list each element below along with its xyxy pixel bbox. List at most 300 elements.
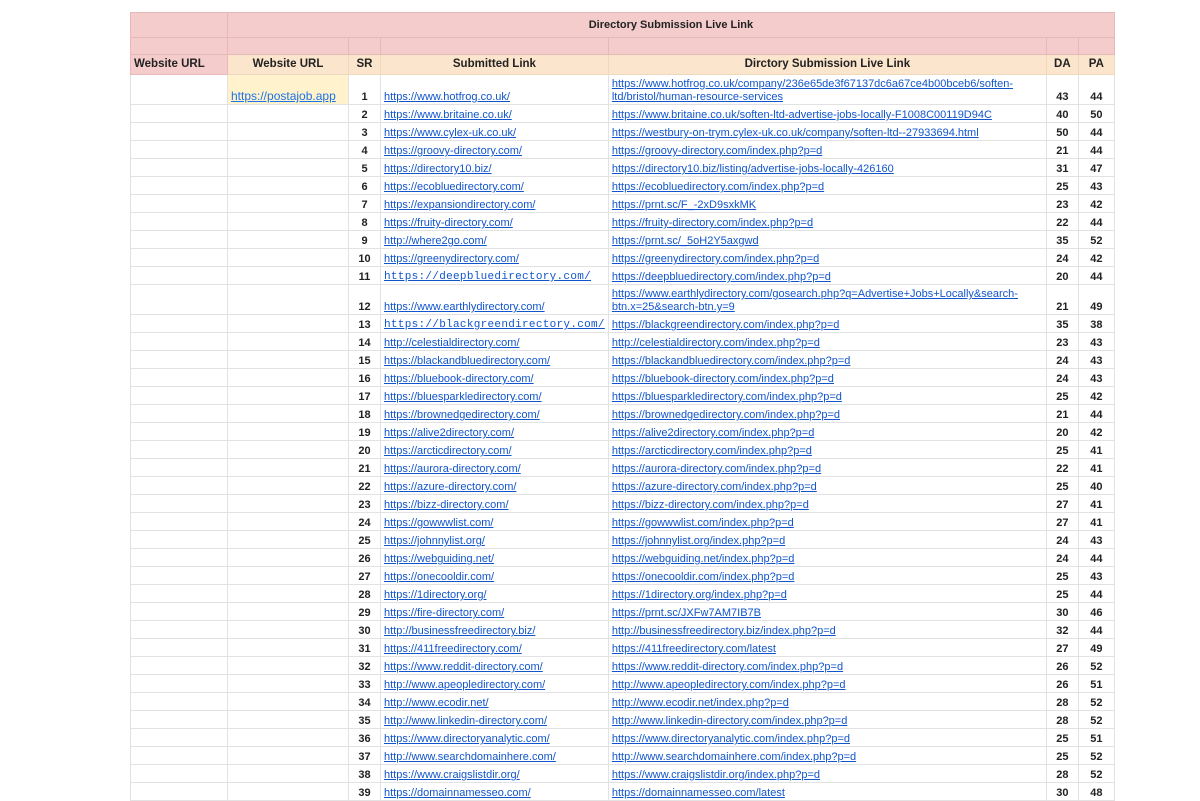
- submitted-link[interactable]: https://alive2directory.com/: [384, 427, 515, 439]
- pa-cell[interactable]: 38: [1078, 315, 1114, 333]
- pa-cell[interactable]: 49: [1078, 285, 1114, 315]
- header-pa[interactable]: PA: [1078, 55, 1114, 75]
- da-cell[interactable]: 20: [1046, 423, 1078, 441]
- website-url-a-cell[interactable]: [131, 231, 228, 249]
- submitted-link[interactable]: https://blackandbluedirectory.com/: [384, 355, 551, 367]
- live-link[interactable]: https://fruity-directory.com/index.php?p=d: [611, 217, 814, 229]
- live-link-cell[interactable]: [608, 159, 1046, 177]
- live-link-cell[interactable]: [608, 711, 1046, 729]
- live-link[interactable]: https://onecooldir.com/index.php?p=d: [611, 571, 795, 583]
- da-cell[interactable]: 28: [1046, 711, 1078, 729]
- pa-cell[interactable]: 43: [1078, 351, 1114, 369]
- website-url-b-cell[interactable]: [228, 693, 349, 711]
- submitted-link[interactable]: https://bluebook-directory.com/: [384, 373, 534, 385]
- da-cell[interactable]: 35: [1046, 315, 1078, 333]
- sr-cell[interactable]: 25: [349, 531, 381, 549]
- submitted-link[interactable]: https://directory10.biz/: [384, 163, 492, 175]
- live-link-cell[interactable]: [608, 231, 1046, 249]
- live-link-cell[interactable]: [608, 513, 1046, 531]
- website-url-b-cell[interactable]: [228, 159, 349, 177]
- pa-cell[interactable]: 41: [1078, 441, 1114, 459]
- live-link[interactable]: https://johnnylist.org/index.php?p=d: [611, 535, 786, 547]
- sr-cell[interactable]: 31: [349, 639, 381, 657]
- website-url-a-cell[interactable]: [131, 765, 228, 783]
- da-cell[interactable]: 24: [1046, 249, 1078, 267]
- submitted-link[interactable]: https://411freedirectory.com/: [384, 643, 522, 655]
- live-link[interactable]: https://1directory.org/index.php?p=d: [611, 589, 787, 601]
- submitted-link-cell[interactable]: [381, 369, 609, 387]
- pa-cell[interactable]: 44: [1078, 141, 1114, 159]
- sr-cell[interactable]: 19: [349, 423, 381, 441]
- live-link-cell[interactable]: [608, 213, 1046, 231]
- live-link-cell[interactable]: [608, 747, 1046, 765]
- da-cell[interactable]: 30: [1046, 603, 1078, 621]
- live-link[interactable]: http://celestialdirectory.com/index.php?p=d: [611, 337, 820, 349]
- submitted-link-cell[interactable]: [381, 285, 609, 315]
- pa-cell[interactable]: 44: [1078, 549, 1114, 567]
- pa-cell[interactable]: 52: [1078, 693, 1114, 711]
- website-url-b-cell[interactable]: [228, 441, 349, 459]
- live-link[interactable]: https://brownedgedirectory.com/index.php?p=d: [611, 409, 841, 421]
- pa-cell[interactable]: 42: [1078, 423, 1114, 441]
- sr-cell[interactable]: 6: [349, 177, 381, 195]
- website-url-b-cell[interactable]: [228, 639, 349, 657]
- title-spacer-cell[interactable]: [131, 13, 228, 38]
- submitted-link-cell[interactable]: [381, 333, 609, 351]
- website-url-b-cell[interactable]: [228, 747, 349, 765]
- website-url-a-cell[interactable]: [131, 177, 228, 195]
- pa-cell[interactable]: 47: [1078, 159, 1114, 177]
- website-url-a-cell[interactable]: [131, 159, 228, 177]
- da-cell[interactable]: 31: [1046, 159, 1078, 177]
- live-link-cell[interactable]: [608, 369, 1046, 387]
- live-link[interactable]: https://deepbluedirectory.com/index.php?p=d: [611, 271, 831, 283]
- live-link-cell[interactable]: [608, 477, 1046, 495]
- live-link-cell[interactable]: [608, 177, 1046, 195]
- submitted-link-cell[interactable]: [381, 213, 609, 231]
- live-link-cell[interactable]: [608, 639, 1046, 657]
- live-link[interactable]: https://www.earthlydirectory.com/gosearch.php?q=Advertise+Jobs+Locally&search-btn.x=25&search-btn.y=9: [611, 288, 1018, 313]
- sr-cell[interactable]: 27: [349, 567, 381, 585]
- website-url-a-cell[interactable]: [131, 549, 228, 567]
- live-link[interactable]: https://webguiding.net/index.php?p=d: [611, 553, 795, 565]
- pa-cell[interactable]: 43: [1078, 333, 1114, 351]
- blank-cell[interactable]: [608, 38, 1046, 55]
- submitted-link[interactable]: https://groovy-directory.com/: [384, 145, 522, 157]
- website-url-a-cell[interactable]: [131, 267, 228, 285]
- submitted-link-cell[interactable]: [381, 783, 609, 801]
- pa-cell[interactable]: 52: [1078, 765, 1114, 783]
- website-url-b-cell[interactable]: [228, 315, 349, 333]
- sr-cell[interactable]: 36: [349, 729, 381, 747]
- sr-cell[interactable]: 21: [349, 459, 381, 477]
- da-cell[interactable]: 43: [1046, 75, 1078, 105]
- website-url-a-cell[interactable]: [131, 585, 228, 603]
- website-url-b-cell[interactable]: [228, 369, 349, 387]
- pa-cell[interactable]: 43: [1078, 177, 1114, 195]
- live-link[interactable]: http://www.apeopledirectory.com/index.php?p=d: [611, 679, 846, 691]
- sr-cell[interactable]: 18: [349, 405, 381, 423]
- live-link-cell[interactable]: [608, 405, 1046, 423]
- pa-cell[interactable]: 40: [1078, 477, 1114, 495]
- da-cell[interactable]: 23: [1046, 195, 1078, 213]
- website-url-b-cell[interactable]: [228, 423, 349, 441]
- website-url-b-cell[interactable]: [228, 513, 349, 531]
- pa-cell[interactable]: 46: [1078, 603, 1114, 621]
- live-link-cell[interactable]: [608, 387, 1046, 405]
- pa-cell[interactable]: 44: [1078, 123, 1114, 141]
- live-link-cell[interactable]: [608, 729, 1046, 747]
- live-link[interactable]: http://www.searchdomainhere.com/index.php?p=d: [611, 751, 857, 763]
- sr-cell[interactable]: 34: [349, 693, 381, 711]
- pa-cell[interactable]: 51: [1078, 729, 1114, 747]
- sr-cell[interactable]: 22: [349, 477, 381, 495]
- sr-cell[interactable]: 13: [349, 315, 381, 333]
- website-url-b-cell[interactable]: [228, 351, 349, 369]
- website-url-b-cell[interactable]: [228, 177, 349, 195]
- sr-cell[interactable]: 38: [349, 765, 381, 783]
- da-cell[interactable]: 26: [1046, 657, 1078, 675]
- submitted-link[interactable]: http://where2go.com/: [384, 235, 487, 247]
- submitted-link-cell[interactable]: [381, 387, 609, 405]
- da-cell[interactable]: 26: [1046, 675, 1078, 693]
- pa-cell[interactable]: 50: [1078, 105, 1114, 123]
- website-url-a-cell[interactable]: [131, 783, 228, 801]
- live-link-cell[interactable]: [608, 105, 1046, 123]
- sr-cell[interactable]: 35: [349, 711, 381, 729]
- sr-cell[interactable]: 11: [349, 267, 381, 285]
- live-link[interactable]: https://westbury-on-trym.cylex-uk.co.uk/company/soften-ltd--27933694.html: [611, 127, 979, 139]
- submitted-link[interactable]: https://ecobluedirectory.com/: [384, 181, 524, 193]
- website-url-b-cell[interactable]: [228, 231, 349, 249]
- pa-cell[interactable]: 42: [1078, 249, 1114, 267]
- website-url-b-cell[interactable]: [228, 195, 349, 213]
- live-link[interactable]: https://prnt.sc/F_-2xD9sxkMK: [611, 199, 757, 211]
- live-link[interactable]: https://www.britaine.co.uk/soften-ltd-advertise-jobs-locally-F1008C00119D94C: [611, 109, 992, 121]
- website-url-b-cell[interactable]: [228, 267, 349, 285]
- website-url-a-cell[interactable]: [131, 195, 228, 213]
- website-url-b-cell[interactable]: [228, 105, 349, 123]
- website-url-b-cell[interactable]: [228, 333, 349, 351]
- website-url-a-cell[interactable]: [131, 495, 228, 513]
- live-link[interactable]: https://greenydirectory.com/index.php?p=d: [611, 253, 820, 265]
- da-cell[interactable]: 20: [1046, 267, 1078, 285]
- submitted-link-cell[interactable]: [381, 477, 609, 495]
- blank-cell[interactable]: [381, 38, 609, 55]
- pa-cell[interactable]: 52: [1078, 747, 1114, 765]
- submitted-link-cell[interactable]: [381, 765, 609, 783]
- submitted-link[interactable]: https://greenydirectory.com/: [384, 253, 519, 265]
- sr-cell[interactable]: 30: [349, 621, 381, 639]
- submitted-link-cell[interactable]: [381, 711, 609, 729]
- da-cell[interactable]: 27: [1046, 495, 1078, 513]
- submitted-link-cell[interactable]: [381, 639, 609, 657]
- website-url-a-cell[interactable]: [131, 567, 228, 585]
- live-link-cell[interactable]: [608, 285, 1046, 315]
- website-url-a-cell[interactable]: [131, 249, 228, 267]
- live-link[interactable]: https://bluesparkledirectory.com/index.php?p=d: [611, 391, 842, 403]
- submitted-link-cell[interactable]: [381, 315, 609, 333]
- submitted-link[interactable]: https://fire-directory.com/: [384, 607, 505, 619]
- website-url-a-cell[interactable]: [131, 477, 228, 495]
- pa-cell[interactable]: 41: [1078, 513, 1114, 531]
- da-cell[interactable]: 22: [1046, 213, 1078, 231]
- website-url-a-cell[interactable]: [131, 729, 228, 747]
- live-link-cell[interactable]: [608, 75, 1046, 105]
- da-cell[interactable]: 32: [1046, 621, 1078, 639]
- submitted-link-cell[interactable]: [381, 675, 609, 693]
- website-url-b-cell[interactable]: [228, 783, 349, 801]
- submitted-link[interactable]: https://domainnamesseo.com/: [384, 787, 531, 799]
- da-cell[interactable]: 40: [1046, 105, 1078, 123]
- da-cell[interactable]: 25: [1046, 585, 1078, 603]
- submitted-link[interactable]: https://www.directoryanalytic.com/: [384, 733, 550, 745]
- live-link[interactable]: https://gowwwlist.com/index.php?p=d: [611, 517, 794, 529]
- da-cell[interactable]: 28: [1046, 765, 1078, 783]
- website-url-a-cell[interactable]: [131, 387, 228, 405]
- live-link-cell[interactable]: [608, 441, 1046, 459]
- website-url-b-cell[interactable]: [228, 285, 349, 315]
- live-link[interactable]: https://bluebook-directory.com/index.php?p=d: [611, 373, 834, 385]
- da-cell[interactable]: 25: [1046, 477, 1078, 495]
- sr-cell[interactable]: 3: [349, 123, 381, 141]
- pa-cell[interactable]: 41: [1078, 495, 1114, 513]
- header-live-link[interactable]: Dirctory Submission Live Link: [608, 55, 1046, 75]
- pa-cell[interactable]: 49: [1078, 639, 1114, 657]
- pa-cell[interactable]: 52: [1078, 657, 1114, 675]
- pa-cell[interactable]: 48: [1078, 783, 1114, 801]
- website-url-a-cell[interactable]: [131, 513, 228, 531]
- pa-cell[interactable]: 43: [1078, 369, 1114, 387]
- submitted-link-cell[interactable]: [381, 513, 609, 531]
- sr-cell[interactable]: 2: [349, 105, 381, 123]
- da-cell[interactable]: 23: [1046, 333, 1078, 351]
- submitted-link[interactable]: http://www.searchdomainhere.com/: [384, 751, 556, 763]
- website-url-a-cell[interactable]: [131, 351, 228, 369]
- live-link-cell[interactable]: [608, 765, 1046, 783]
- sr-cell[interactable]: 5: [349, 159, 381, 177]
- da-cell[interactable]: 50: [1046, 123, 1078, 141]
- submitted-link[interactable]: https://www.craigslistdir.org/: [384, 769, 520, 781]
- sr-cell[interactable]: 23: [349, 495, 381, 513]
- sr-cell[interactable]: 15: [349, 351, 381, 369]
- live-link-cell[interactable]: [608, 459, 1046, 477]
- pa-cell[interactable]: 52: [1078, 711, 1114, 729]
- submitted-link-cell[interactable]: [381, 549, 609, 567]
- submitted-link-cell[interactable]: [381, 441, 609, 459]
- website-url-a-cell[interactable]: [131, 693, 228, 711]
- website-url-b-cell[interactable]: [228, 141, 349, 159]
- header-website-url-a[interactable]: Website URL: [131, 55, 228, 75]
- live-link-cell[interactable]: [608, 675, 1046, 693]
- website-url-a-cell[interactable]: [131, 141, 228, 159]
- live-link-cell[interactable]: [608, 693, 1046, 711]
- sr-cell[interactable]: 26: [349, 549, 381, 567]
- website-url-b-cell[interactable]: [228, 765, 349, 783]
- live-link-cell[interactable]: [608, 585, 1046, 603]
- website-url-a-cell[interactable]: [131, 441, 228, 459]
- website-url-a-cell[interactable]: [131, 657, 228, 675]
- submitted-link-cell[interactable]: [381, 123, 609, 141]
- website-url-b-cell[interactable]: [228, 249, 349, 267]
- live-link[interactable]: https://blackandbluedirectory.com/index.php?p=d: [611, 355, 851, 367]
- submitted-link-cell[interactable]: [381, 531, 609, 549]
- submitted-link-cell[interactable]: [381, 495, 609, 513]
- pa-cell[interactable]: 43: [1078, 531, 1114, 549]
- submitted-link[interactable]: https://www.cylex-uk.co.uk/: [384, 127, 517, 139]
- submitted-link[interactable]: https://onecooldir.com/: [384, 571, 495, 583]
- website-url-a-cell[interactable]: [131, 675, 228, 693]
- live-link[interactable]: https://blackgreendirectory.com/index.php?p=d: [611, 319, 840, 331]
- sr-cell[interactable]: 33: [349, 675, 381, 693]
- live-link-cell[interactable]: [608, 531, 1046, 549]
- da-cell[interactable]: 21: [1046, 141, 1078, 159]
- da-cell[interactable]: 24: [1046, 531, 1078, 549]
- submitted-link-cell[interactable]: [381, 159, 609, 177]
- live-link[interactable]: https://www.reddit-directory.com/index.php?p=d: [611, 661, 844, 673]
- submitted-link-cell[interactable]: [381, 231, 609, 249]
- website-url-b-cell[interactable]: [228, 567, 349, 585]
- da-cell[interactable]: 24: [1046, 351, 1078, 369]
- submitted-link-cell[interactable]: [381, 249, 609, 267]
- submitted-link-cell[interactable]: [381, 195, 609, 213]
- website-url-b-cell[interactable]: [228, 675, 349, 693]
- submitted-link[interactable]: https://expansiondirectory.com/: [384, 199, 536, 211]
- live-link[interactable]: https://bizz-directory.com/index.php?p=d: [611, 499, 809, 511]
- live-link-cell[interactable]: [608, 657, 1046, 675]
- website-url-a-cell[interactable]: [131, 333, 228, 351]
- website-url-b-cell[interactable]: [228, 657, 349, 675]
- website-url-a-cell[interactable]: [131, 369, 228, 387]
- da-cell[interactable]: 21: [1046, 285, 1078, 315]
- submitted-link-cell[interactable]: [381, 585, 609, 603]
- website-url-a-cell[interactable]: [131, 711, 228, 729]
- website-url-b-cell[interactable]: [228, 405, 349, 423]
- website-url-b-cell[interactable]: [228, 213, 349, 231]
- submitted-link-cell[interactable]: [381, 747, 609, 765]
- website-url-a-cell[interactable]: [131, 531, 228, 549]
- pa-cell[interactable]: 52: [1078, 231, 1114, 249]
- sr-cell[interactable]: 29: [349, 603, 381, 621]
- submitted-link-cell[interactable]: [381, 351, 609, 369]
- da-cell[interactable]: 27: [1046, 639, 1078, 657]
- website-url-b-cell[interactable]: [228, 603, 349, 621]
- submitted-link[interactable]: https://www.hotfrog.co.uk/: [384, 91, 510, 103]
- da-cell[interactable]: 35: [1046, 231, 1078, 249]
- sr-cell[interactable]: 12: [349, 285, 381, 315]
- sr-cell[interactable]: 4: [349, 141, 381, 159]
- live-link-cell[interactable]: [608, 315, 1046, 333]
- website-url-b-cell[interactable]: [228, 711, 349, 729]
- website-url-b-cell[interactable]: [228, 123, 349, 141]
- blank-cell[interactable]: [131, 38, 228, 55]
- pa-cell[interactable]: 42: [1078, 195, 1114, 213]
- submitted-link-cell[interactable]: [381, 177, 609, 195]
- sr-cell[interactable]: 20: [349, 441, 381, 459]
- sr-cell[interactable]: 1: [349, 75, 381, 105]
- live-link-cell[interactable]: [608, 351, 1046, 369]
- website-url-a-cell[interactable]: [131, 285, 228, 315]
- live-link-cell[interactable]: [608, 423, 1046, 441]
- header-submitted-link[interactable]: Submitted Link: [381, 55, 609, 75]
- sr-cell[interactable]: 37: [349, 747, 381, 765]
- website-url-a-cell[interactable]: [131, 639, 228, 657]
- da-cell[interactable]: 24: [1046, 369, 1078, 387]
- live-link[interactable]: https://groovy-directory.com/index.php?p=d: [611, 145, 823, 157]
- da-cell[interactable]: 25: [1046, 747, 1078, 765]
- pa-cell[interactable]: 43: [1078, 567, 1114, 585]
- live-link-cell[interactable]: [608, 495, 1046, 513]
- website-url-b-cell[interactable]: [228, 621, 349, 639]
- da-cell[interactable]: 25: [1046, 441, 1078, 459]
- submitted-link-cell[interactable]: [381, 423, 609, 441]
- live-link[interactable]: https://ecobluedirectory.com/index.php?p=d: [611, 181, 825, 193]
- submitted-link-cell[interactable]: [381, 141, 609, 159]
- submitted-link[interactable]: https://www.earthlydirectory.com/: [384, 301, 545, 313]
- sr-cell[interactable]: 10: [349, 249, 381, 267]
- website-url-a-cell[interactable]: [131, 105, 228, 123]
- live-link-cell[interactable]: [608, 123, 1046, 141]
- submitted-link[interactable]: https://gowwwlist.com/: [384, 517, 494, 529]
- website-url-a-cell[interactable]: [131, 75, 228, 105]
- live-link[interactable]: https://www.directoryanalytic.com/index.php?p=d: [611, 733, 850, 745]
- submitted-link[interactable]: https://arcticdirectory.com/: [384, 445, 512, 457]
- submitted-link-cell[interactable]: [381, 459, 609, 477]
- sr-cell[interactable]: 7: [349, 195, 381, 213]
- sr-cell[interactable]: 14: [349, 333, 381, 351]
- submitted-link[interactable]: https://bluesparkledirectory.com/: [384, 391, 542, 403]
- submitted-link-cell[interactable]: [381, 567, 609, 585]
- live-link[interactable]: https://411freedirectory.com/latest: [611, 643, 776, 655]
- website-url-a-cell[interactable]: [131, 405, 228, 423]
- website-url-a-cell[interactable]: [131, 603, 228, 621]
- live-link[interactable]: https://alive2directory.com/index.php?p=d: [611, 427, 815, 439]
- website-url-b-cell[interactable]: [228, 585, 349, 603]
- da-cell[interactable]: 27: [1046, 513, 1078, 531]
- live-link[interactable]: https://aurora-directory.com/index.php?p=d: [611, 463, 822, 475]
- website-url-a-cell[interactable]: [131, 459, 228, 477]
- pa-cell[interactable]: 44: [1078, 213, 1114, 231]
- blank-cell[interactable]: [1078, 38, 1114, 55]
- pa-cell[interactable]: 44: [1078, 405, 1114, 423]
- pa-cell[interactable]: 44: [1078, 75, 1114, 105]
- live-link[interactable]: https://www.hotfrog.co.uk/company/236e65de3f67137dc6a67ce4b00bceb6/soften-ltd/bristol/human-resource-services: [611, 78, 1014, 103]
- sr-cell[interactable]: 9: [349, 231, 381, 249]
- live-link-cell[interactable]: [608, 621, 1046, 639]
- da-cell[interactable]: 25: [1046, 387, 1078, 405]
- sr-cell[interactable]: 32: [349, 657, 381, 675]
- live-link[interactable]: https://directory10.biz/listing/advertise-jobs-locally-426160: [611, 163, 894, 175]
- live-link[interactable]: https://domainnamesseo.com/latest: [611, 787, 785, 799]
- pa-cell[interactable]: 44: [1078, 267, 1114, 285]
- live-link-cell[interactable]: [608, 195, 1046, 213]
- live-link[interactable]: https://www.craigslistdir.org/index.php?p=d: [611, 769, 821, 781]
- submitted-link-cell[interactable]: [381, 405, 609, 423]
- da-cell[interactable]: 22: [1046, 459, 1078, 477]
- website-url-b-cell[interactable]: [228, 531, 349, 549]
- live-link[interactable]: https://arcticdirectory.com/index.php?p=d: [611, 445, 812, 457]
- website-url-a-cell[interactable]: [131, 123, 228, 141]
- pa-cell[interactable]: 41: [1078, 459, 1114, 477]
- website-url-b-cell[interactable]: [228, 75, 349, 105]
- live-link-cell[interactable]: [608, 267, 1046, 285]
- sr-cell[interactable]: 39: [349, 783, 381, 801]
- website-url-a-cell[interactable]: [131, 213, 228, 231]
- submitted-link[interactable]: http://celestialdirectory.com/: [384, 337, 520, 349]
- submitted-link-cell[interactable]: [381, 603, 609, 621]
- submitted-link-cell[interactable]: [381, 267, 609, 285]
- website-url-b-cell[interactable]: [228, 477, 349, 495]
